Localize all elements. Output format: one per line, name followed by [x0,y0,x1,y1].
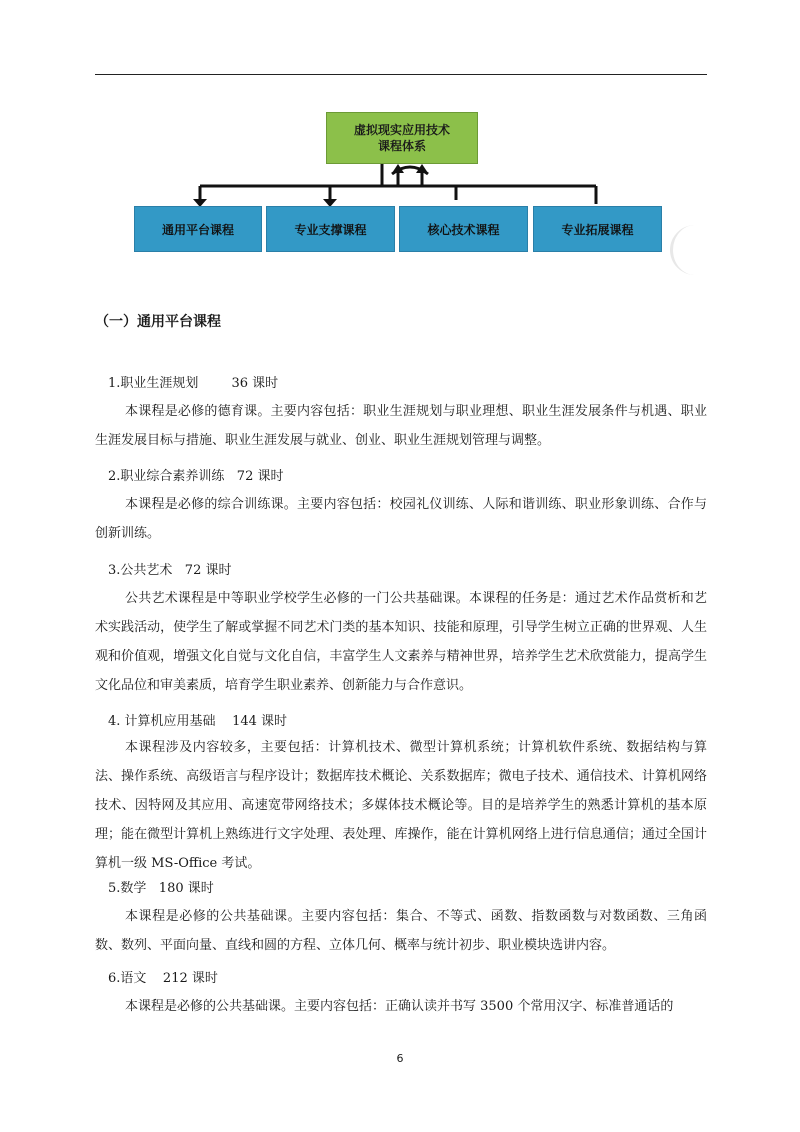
box-general-platform: 通用平台课程 [134,206,262,252]
section-heading: （一）通用平台课程 [95,314,221,330]
course-title-1: 1.职业生涯规划 36 课时 [108,376,279,391]
course-title-4: 4. 计算机应用基础 144 课时 [108,714,288,729]
course-text-3: 公共艺术课程是中等职业学校学生必修的一门公共基础课。本课程的任务是：通过艺术作品赏析和艺术实践活动，使学生了解或掌握不同艺术门类的基本知识、技能和原理，引导学生树立正确的世界观、人生观和价值观，增强文化自觉与文化自信，丰富学生人文素养与精神世界，培养学生艺术欣赏能力，提高学生文化品位和审美素质，培育学生职业素养、创新能力与合作意识。 [95,591,707,693]
root-line-2: 课程体系 [377,139,426,153]
course-title-5: 5.数学 180 课时 [108,881,214,896]
course-text-5: 本课程是必修的公共基础课。主要内容包括：集合、不等式、函数、指数函数与对数函数、三角函数、数列、平面向量、直线和圆的方程、立体几何、概率与统计初步、职业模块选讲内容。 [95,909,707,953]
course-text-2: 本课程是必修的综合训练课。主要内容包括：校园礼仪训练、人际和谐训练、职业形象训练、合作与创新训练。 [95,497,707,541]
page-number: 6 [396,1052,404,1065]
diagram-root-box [326,112,478,164]
course-text-6: 本课程是必修的公共基础课。主要内容包括：正确认读并书写 3500 个常用汉字、标准普通话的 [125,999,674,1014]
box-core-technology: 核心技术课程 [399,206,528,252]
curriculum-diagram [0,0,800,270]
course-text-1: 本课程是必修的德育课。主要内容包括：职业生涯规划与职业理想、职业生涯发展条件与机遇、职业生涯发展目标与措施、职业生涯发展与就业、创业、职业生涯规划管理与调整。 [95,404,707,448]
course-title-2: 2.职业综合素养训练 72 课时 [108,469,284,484]
course-title-6: 6.语文 212 课时 [108,971,218,986]
box-professional-support: 专业支撑课程 [266,206,395,252]
box-professional-extension: 专业拓展课程 [533,206,662,252]
root-line-1: 虚拟现实应用技术 [353,123,450,137]
course-text-4: 本课程涉及内容较多，主要包括：计算机技术、微型计算机系统；计算机软件系统、数据结构与算法、操作系统、高级语言与程序设计；数据库技术概论、关系数据库；微电子技术、通信技术、计算机网络技术、因特网及其应用、高速宽带网络技术；多媒体技术概论等。目的是培养学生的熟悉计算机的基本原理；能在微型计算机上熟练进行文字处理、表处理、库操作，能在计算机网络上进行信息通信；通过全国计算机一级 MS-Office 考试。 [95,740,707,871]
course-title-3: 3.公共艺术 72 课时 [108,563,232,578]
